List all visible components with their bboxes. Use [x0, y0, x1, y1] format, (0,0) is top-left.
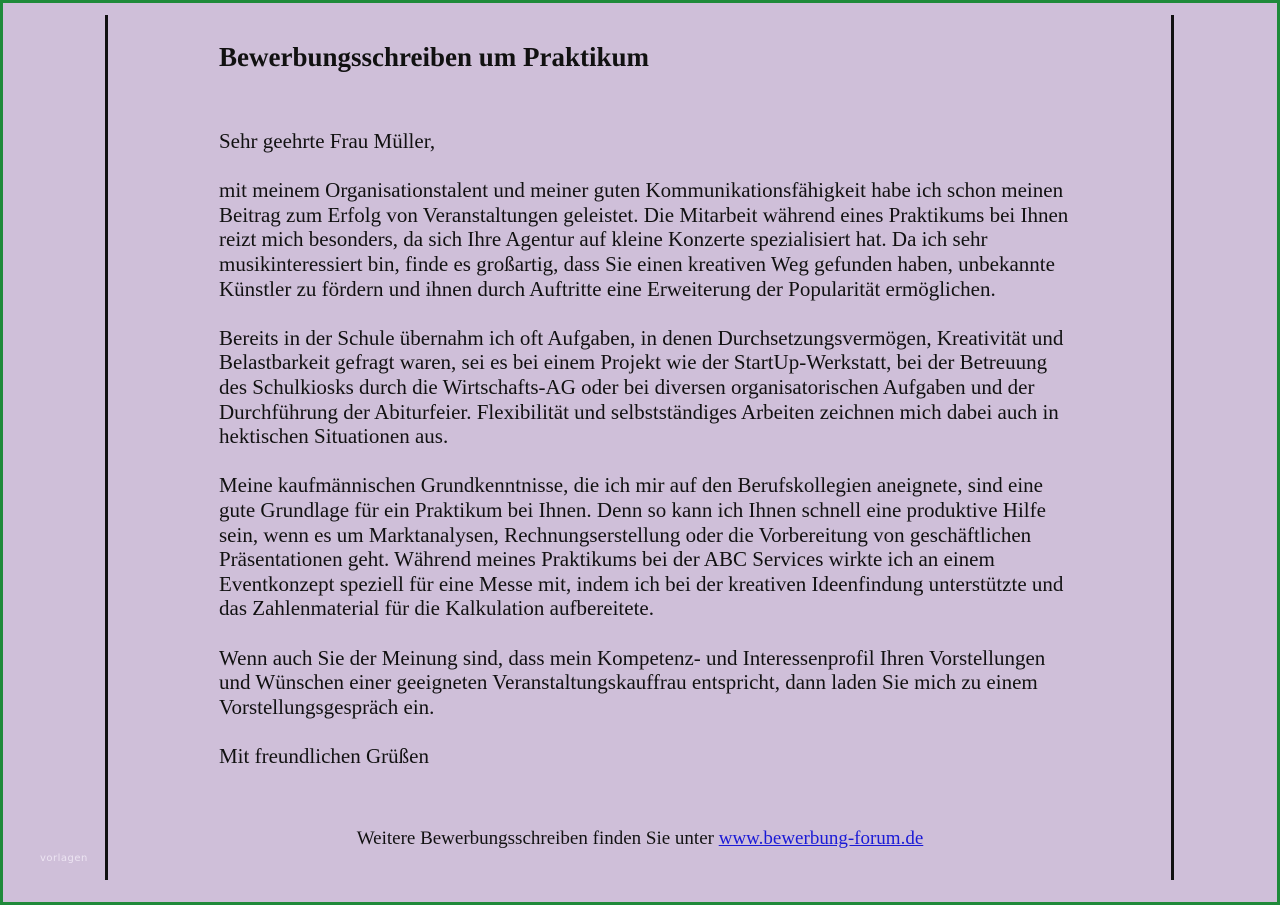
- letter-body: [219, 40, 1069, 793]
- paragraph-4: Wenn auch Sie der Meinung sind, dass mein Kompetenz- und Interessenprofil Ihren Vorstellungen und Wünschen einer geeigneten Veranstaltungskauffrau entspricht, dann laden Sie mich zu einem Vorstellungsgespräch ein.: [219, 645, 1046, 719]
- footer-link[interactable]: www.bewerbung-forum.de: [718, 828, 924, 849]
- paragraph-1: mit meinem Organisationstalent und meiner guten Kommunikationsfähigkeit habe ich schon meinen Beitrag zum Erfolg von Veranstaltungen geleistet. Die Mitarbeit während eines Praktikums bei Ihnen reizt mich besonders, da sich Ihre Agentur auf kleine Konzerte spezialisiert hat. Da ich sehr musikinteressiert bin, finde es großartig, dass Sie einen kreativen Weg gefunden haben, unbekannte Künstler zu fördern und ihnen durch Auftritte eine Erweiterung der Popularität ermöglichen.: [219, 178, 1069, 301]
- closing: Mit freundlichen Grüßen: [219, 743, 429, 768]
- letter-title: Bewerbungsschreiben um Praktikum: [219, 42, 650, 72]
- salutation: Sehr geehrte Frau Müller,: [219, 129, 436, 154]
- footer-text: Weitere Bewerbungsschreiben finden Sie unter: [356, 828, 719, 849]
- paragraph-3: Meine kaufmännischen Grundkenntnisse, die ich mir auf den Berufskollegien aneignete, sind eine gute Grundlage für ein Praktikum bei Ihnen. Denn so kann ich Ihnen schnell eine produktive Hilfe sein, wenn es um Marktanalysen, Rechnungserstellung oder die Vorbereitung von geschäftlichen Präsentationen geht. Während meines Praktikums bei der ABC Services wirkte ich an einem Eventkonzept speziell für eine Messe mit, indem ich bei der kreativen Ideenfindung unterstützte und das Zahlenmaterial für die Kalkulation aufbereitete.: [219, 473, 1064, 621]
- footer: [0, 828, 1280, 850]
- right-margin-line: [1171, 15, 1174, 880]
- paragraph-2: Bereits in der Schule übernahm ich oft Aufgaben, in denen Durchsetzungsvermögen, Kreativität und Belastbarkeit gefragt waren, sei es bei einem Projekt wie der StartUp-Werkstatt, bei der Betreuung des Schulkiosks durch die Wirtschafts-AG oder bei diversen organisatorischen Aufgaben und der Durchführung der Abiturfeier. Flexibilität und selbstständiges Arbeiten zeichnen mich dabei auch in hektischen Situationen aus.: [219, 325, 1064, 449]
- left-margin-line: [105, 15, 108, 880]
- watermark: vorlagen: [40, 853, 88, 864]
